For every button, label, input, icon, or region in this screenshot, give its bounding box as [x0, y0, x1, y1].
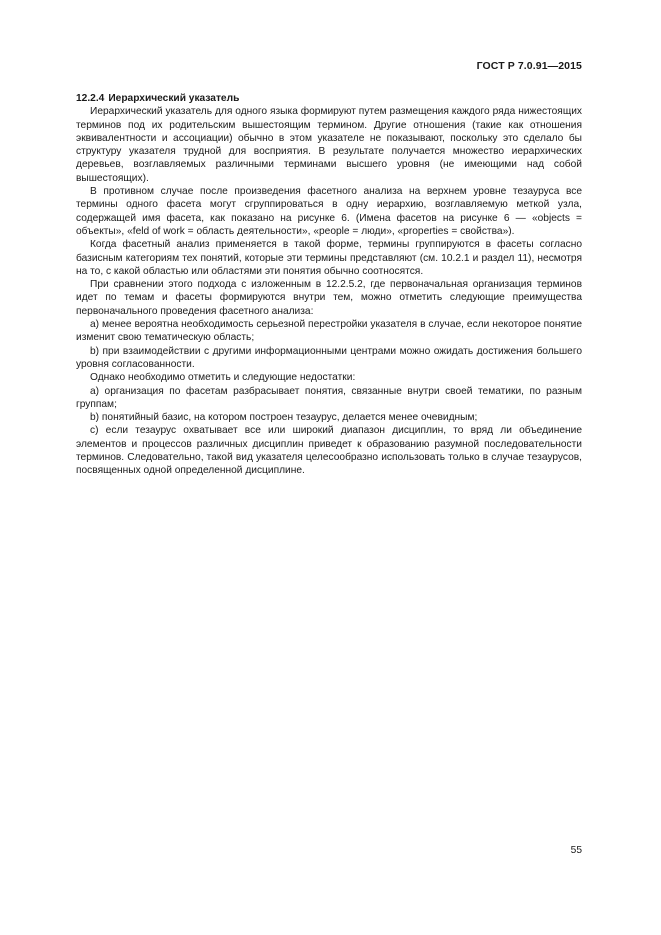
paragraph-facet-grouping: Когда фасетный анализ применяется в такой форме, термины группируются в фасеты согласно базисным категориям тех понятий, которые эти термины представляют (см. 10.2.1 и раздел 11), несмотря на то, с какой областью или областями эти понятия обычно соотносятся.	[76, 239, 582, 277]
list-item-disadvantage-b: b) понятийный базис, на котором построен тезаурус, делается менее очевидным;	[90, 412, 478, 424]
paragraph-comparison-intro: При сравнении этого подхода с изложенным в 12.2.5.2, где первоначальная организация терминов идет по темам и фасеты формируются внутри тем, можно отметить следующие преимущества первоначального проведения фасетного анализа:	[76, 279, 582, 317]
paragraph-hierarchical-index-definition: Иерархический указатель для одного языка формируют путем размещения каждого ряда нижестоящих терминов под их родительским вышестоящим термином. Другие отношения (такие как отношения эквивалентности и ассоциации) обычно в этом указателе не показывают, поскольку это сделало бы структуру указателя трудной для восприятия. В результате получается множество иерархических деревьев, возглавляемых различными терминами высшего уровня (не имеющими над собой вышестоящих).	[76, 106, 582, 184]
paragraph-disadvantages-intro: Однако необходимо отметить и следующие недостатки:	[90, 372, 356, 384]
section-title: Иерархический указатель	[108, 93, 240, 104]
list-item-disadvantage-a: a) организация по фасетам разбрасывает понятия, связанные внутри своей тематики, по разным группам;	[76, 385, 582, 410]
list-item-advantage-a: a) менее вероятна необходимость серьезной перестройки указателя в случае, если некоторое понятие изменит свою тематическую область;	[76, 319, 582, 344]
list-item-advantage-b: b) при взаимодействии с другими информационными центрами можно ожидать достижения большего уровня согласованности.	[76, 345, 582, 370]
section-heading	[76, 92, 582, 105]
paragraph-facet-analysis-top-level: В противном случае после произведения фасетного анализа на верхнем уровне тезауруса все термины одного фасета могут сгруппироваться в одну иерархию, возглавляемую меткой узла, содержащей имя фасета, как показано на рисунке 6. (Имена фасетов на рисунке 6 — «objects = объекты», «feld of work = область деятельности», «people = люди», «properties = свойства»).	[76, 186, 582, 237]
list-item-disadvantage-c: c) если тезаурус охватывает все или широкий диапазон дисциплин, то вряд ли объединение элементов и процессов различных дисциплин приведет к образованию разумной последовательности терминов. Следовательно, такой вид указателя целесообразно использовать только в случае тезаурусов, посвященных одной определенной дисциплине.	[76, 425, 582, 477]
document-standard-code: ГОСТ Р 7.0.91—2015	[476, 60, 582, 72]
page-number: 55	[570, 845, 582, 856]
document-body	[76, 92, 582, 478]
section-number: 12.2.4	[76, 93, 105, 104]
